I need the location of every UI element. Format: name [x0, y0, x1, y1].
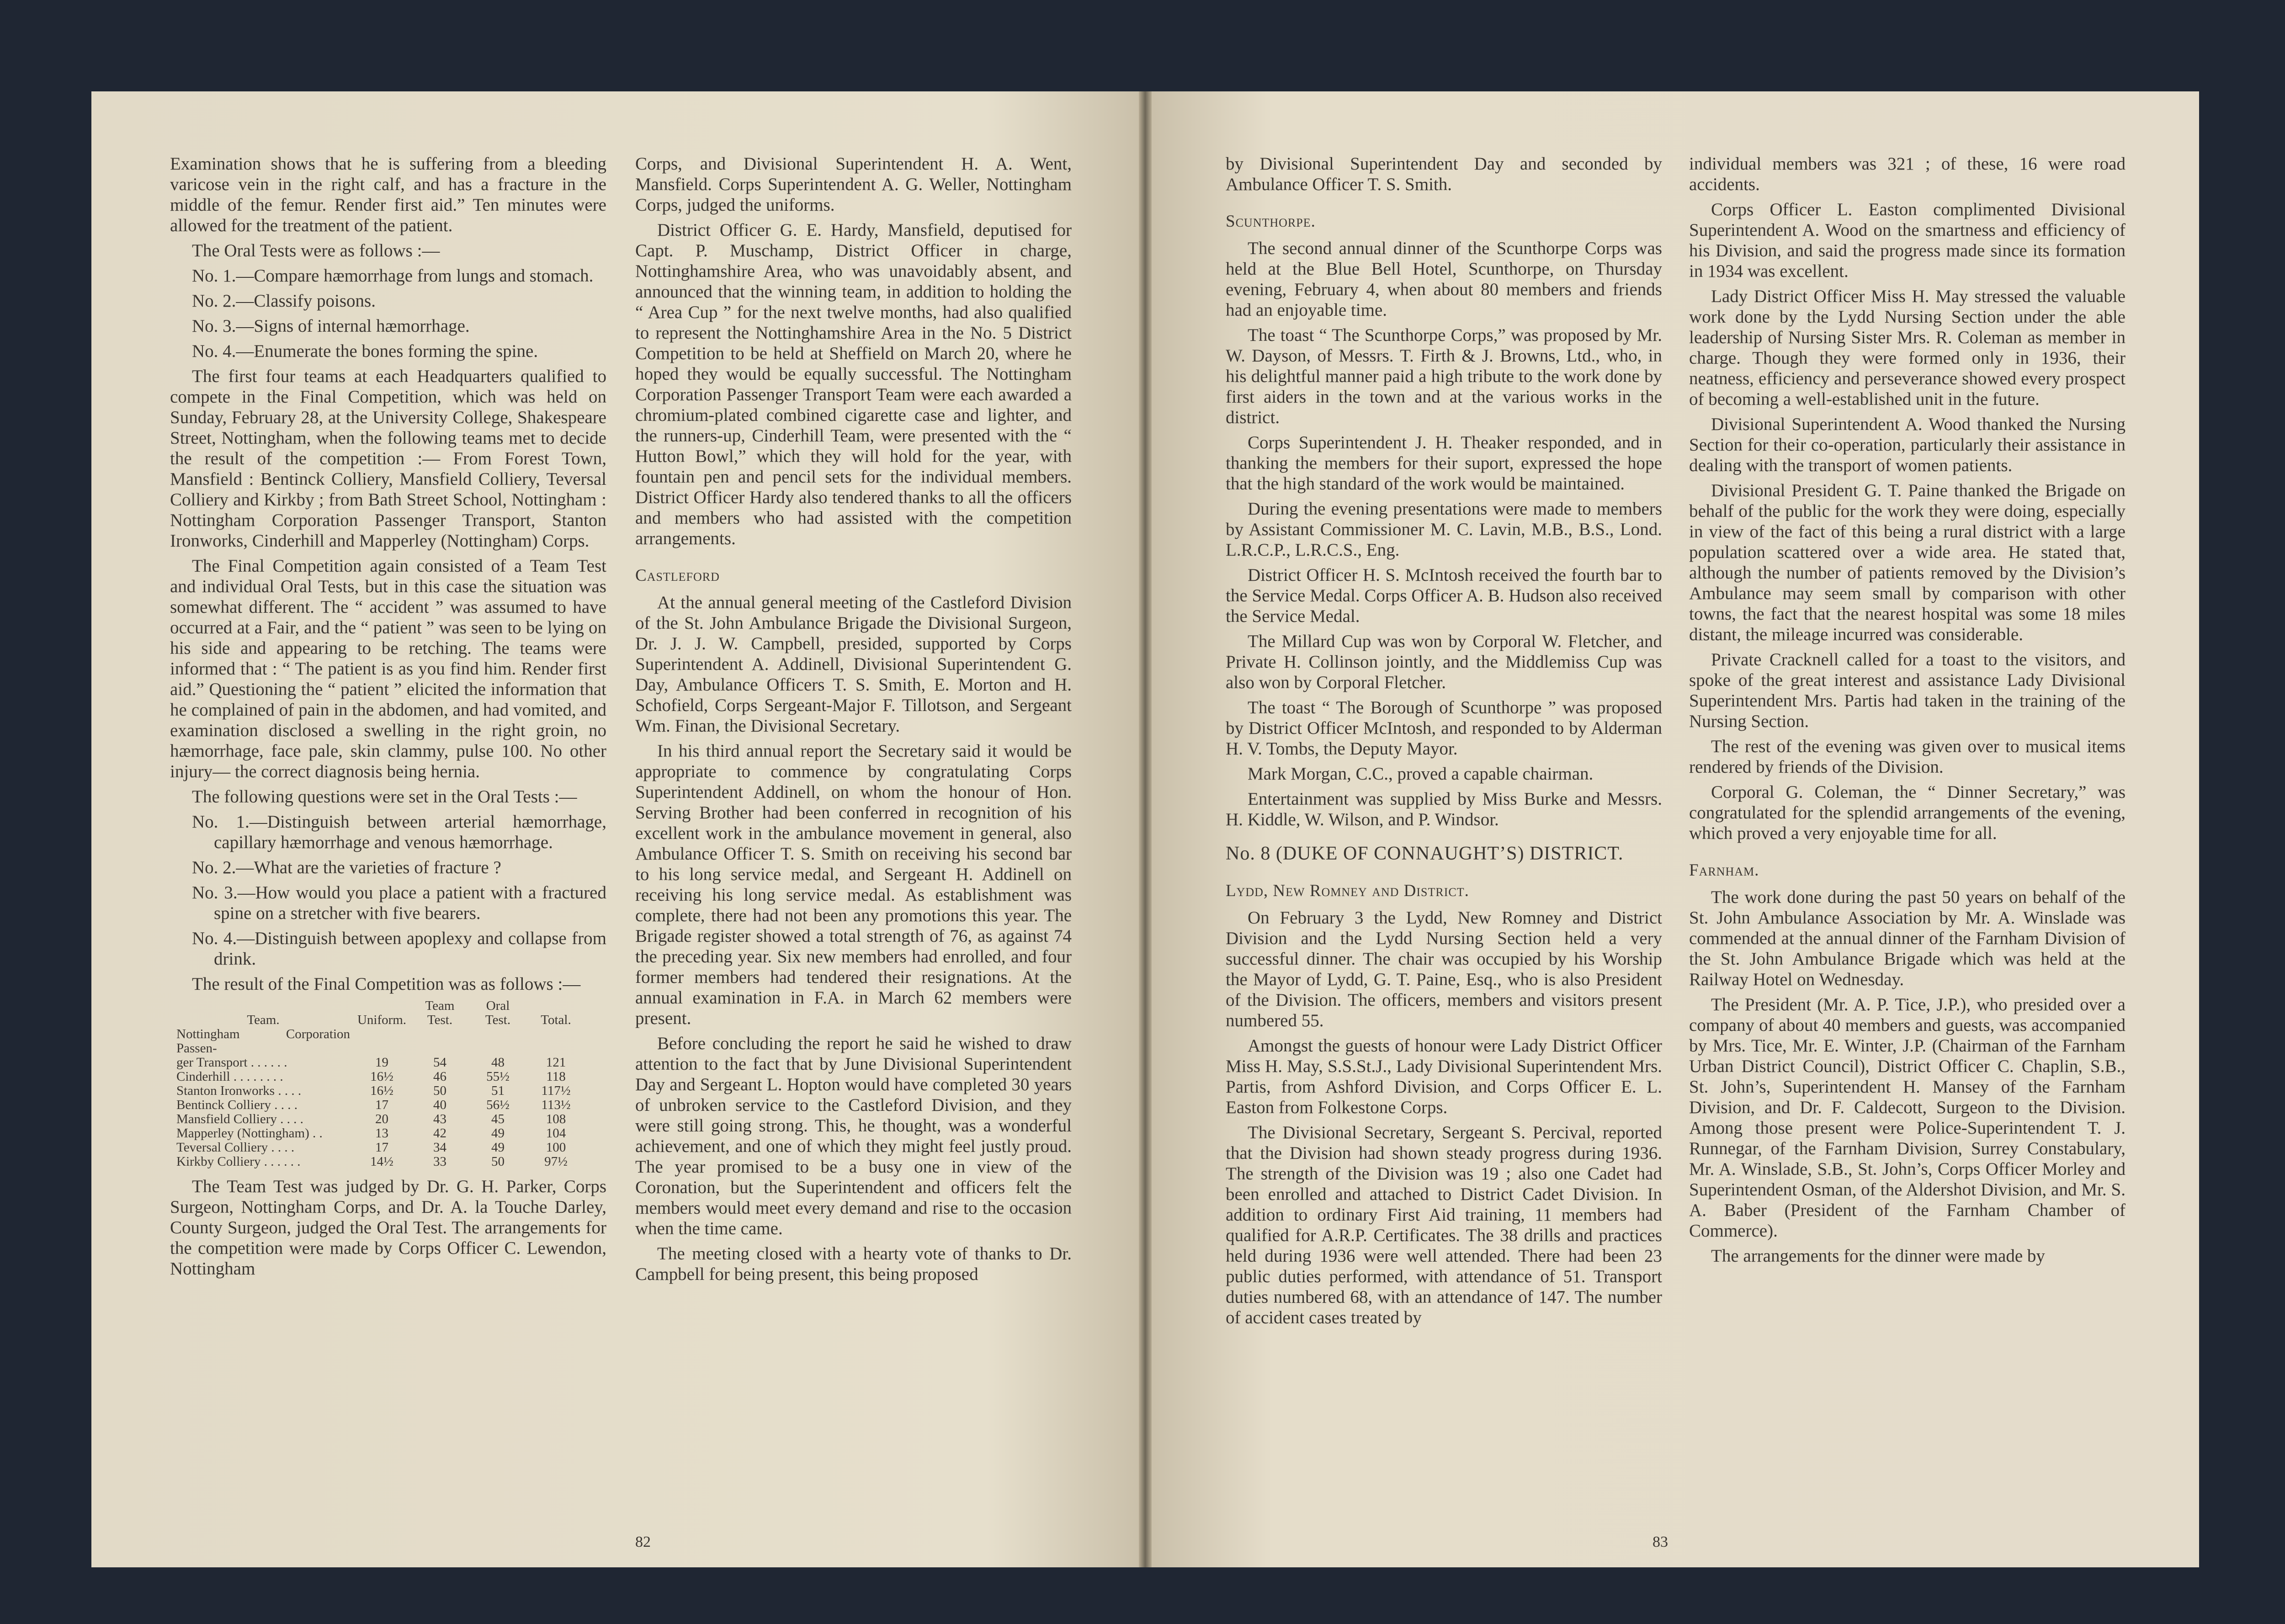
team-test-score: 33 [433, 1154, 446, 1169]
right-page [1145, 91, 2199, 1567]
oral-test-score: 45 [491, 1112, 505, 1126]
left-column-2 [635, 154, 1072, 1289]
table-row [174, 1027, 585, 1056]
oral-question: No. 3.—How would you place a patient with a fractured spine on a stretcher with five bearers. [192, 883, 606, 923]
book-gutter [1139, 91, 1152, 1567]
oral-test-score: 49 [491, 1126, 505, 1141]
paragraph: The work done during the past 50 years on behalf of the St. John Ambulance Association by Mr. A. Winslade was commended at the annual dinner of the Farnham Division of the St. John Ambulance Brigade which was held at the Railway Hotel on Wednesday. [1689, 887, 2126, 989]
paragraph: Corps Officer L. Easton complimented Divisional Superintendent A. Wood on the smartness and efficiency of his Division, and said the progress made since its formation in 1934 was excellent. [1689, 200, 2126, 281]
section-heading: Castleford [635, 566, 720, 585]
paragraph: The Final Competition again consisted of a Team Test and individual Oral Tests, but in this case the situation was somewhat different. The “ accident ” was assumed to have occurred at a Fair, and the “ patient ” was seen to be lying on his side and appearing to be retching. The teams were informed that : “ The patient is as you find him. Render first aid.” Questioning the “ patient ” elicited the information that he complained of pain in the abdomen, and had vomited, and examination disclosed a swelling in the right groin, no hæmorrhage, face pale, skin clammy, pulse 100. No other injury— the correct diagnosis being hernia. [170, 556, 606, 781]
paragraph: Divisional Superintendent A. Wood thanked the Nursing Section for their co-operation, particularly their assistance in dealing with the transport of women patients. [1689, 414, 2126, 475]
team-name: Kirkby Colliery . . . . . . [176, 1154, 301, 1169]
right-column-1 [1226, 154, 1662, 1332]
paragraph: Amongst the guests of honour were Lady District Officer Miss H. May, S.S.St.J., Lady Divisional Superintendent Mrs. Partis, from Ashford Division, and Corps Officer E. L. Easton from Folkestone Corps. [1226, 1036, 1662, 1117]
total-score: 108 [546, 1112, 566, 1126]
oral-test-score: 48 [491, 1055, 505, 1070]
paragraph: In his third annual report the Secretary said it would be appropriate to commence by congratulating Corps Superintendent Addinell, on whom the honour of Hon. Serving Brother had been conferred in recognition of his excellent work in the ambulance movement in general, also Ambulance Officer T. S. Smith on receiving his second bar to his long service medal, and Sergeant H. Addinell on receiving his long service medal. As establishment was complete, there had not been any promotions this year. The Brigade register showed a total strength of 76, as against 74 the preceding year. Six new members had enrolled, and four former members had tendered their resignations. At the annual examination in F.A. in March 62 members were present. [635, 741, 1072, 1028]
left-page [91, 91, 1145, 1567]
paragraph: The toast “ The Scunthorpe Corps,” was proposed by Mr. W. Dayson, of Messrs. T. Firth & J. Browns, Ltd., who, in his delightful manner paid a high tribute to the work done by first aiders in the town and at the various works in the district. [1226, 325, 1662, 427]
uniform-score: 16½ [370, 1083, 393, 1098]
oral-test-score: 56½ [486, 1098, 510, 1112]
total-score: 117½ [541, 1083, 571, 1098]
total-score: 97½ [544, 1154, 568, 1169]
paragraph: District Officer G. E. Hardy, Mansfield, deputised for Capt. P. Muschamp, District Officer in charge, Nottinghamshire Area, who was unavoidably absent, and announced that the winning team, in addition to holding the “ Area Cup ” for the next twelve months, had also qualified to represent the Nottinghamshire Area in the No. 5 District Competition to be held at Sheffield on March 20, where he hoped they would be equally successful. The Nottingham Corporation Passenger Transport Team were each awarded a chromium-plated combined cigarette case and lighter, and the runners-up, Cinderhill Team, were presented with the “ Hutton Bowl,” which they will hold for the year, with fountain pen and pencil sets for the individual members. District Officer Hardy also tendered thanks to all the officers and members who had assisted with the competition arrangements. [635, 220, 1072, 548]
paragraph: The following questions were set in the Oral Tests :— [192, 787, 577, 807]
page-number: 83 [1653, 1534, 1668, 1550]
team-test-score: 54 [433, 1055, 446, 1070]
uniform-score: 13 [375, 1126, 388, 1141]
team-name: Teversal Colliery . . . . [176, 1140, 295, 1155]
oral-question: No. 1.—Compare hæmorrhage from lungs and stomach. [192, 266, 594, 286]
team-test-score: 40 [433, 1098, 446, 1112]
paragraph: Private Cracknell called for a toast to the visitors, and spoke of the great interest and assistance Lady Divisional Superintendent Mrs. Partis had taken in the training of the Nursing Section. [1689, 650, 2126, 731]
paragraph: The meeting closed with a hearty vote of thanks to Dr. Campbell for being present, this being proposed [635, 1244, 1072, 1284]
district-heading: No. 8 (DUKE OF CONNAUGHT’S) DISTRICT. [1226, 843, 1624, 864]
paragraph: The second annual dinner of the Scunthorpe Corps was held at the Blue Bell Hotel, Scunthorpe, on Thursday evening, February 4, when about 80 members and friends had an enjoyable time. [1226, 239, 1662, 320]
header-uniform: Uniform. [357, 1013, 407, 1027]
team-test-score [411, 1027, 469, 1056]
paragraph: The President (Mr. A. P. Tice, J.P.), who presided over a company of about 40 members and guests, was accompanied by Mrs. Tice, Mr. E. Winter, J.P. (Chairman of the Farnham Urban District Council), District Officer C. Chaplin, S.B., St. John’s, Superintendent H. Mansey of the Farnham Division, and Dr. F. Caldecott, Surgeon to the Division. Among those present were Police-Superintendent T. J. Runnegar, of the Farnham Division, Surrey Constabulary, Mr. A. Winslade, S.B., St. John’s, Corps Officer Morley and Superintendent Osman, of the Aldershot Division, and Mr. S. A. Baber (President of the Farnham Chamber of Commerce). [1689, 995, 2126, 1241]
team-name: ger Transport . . . . . . [176, 1055, 287, 1070]
paragraph: On February 3 the Lydd, New Romney and District Division and the Lydd Nursing Section held a very successful dinner. The chair was occupied by his Worship the Mayor of Lydd, G. T. Paine, Esq., who is also President of the Division. The officers, members and visitors present numbered 55. [1226, 908, 1662, 1030]
header-test: Test. [485, 1013, 511, 1027]
paragraph: Entertainment was supplied by Miss Burke and Messrs. H. Kiddle, W. Wilson, and P. Windsor. [1226, 789, 1662, 829]
uniform-score: 14½ [370, 1154, 393, 1169]
paragraph: individual members was 321 ; of these, 16 were road accidents. [1689, 154, 2126, 194]
oral-test-score: 51 [491, 1083, 505, 1098]
uniform-score: 17 [375, 1098, 388, 1112]
magazine-spread [91, 91, 2199, 1567]
paragraph: The Team Test was judged by Dr. G. H. Parker, Corps Surgeon, Nottingham Corps, and Dr. A. la Touche Darley, County Surgeon, judged the Oral Test. The arrangements for the competition were made by Corps Officer C. Lewendon, Nottingham [170, 1177, 606, 1279]
team-name: Bentinck Colliery . . . . [176, 1098, 298, 1112]
team-test-score: 50 [433, 1083, 446, 1098]
header-test: Test. [427, 1013, 453, 1027]
team-name: Nottingham Corporation Passen- [176, 1027, 350, 1056]
oral-question: No. 4.—Distinguish between apoplexy and collapse from drink. [192, 929, 606, 969]
paragraph: The first four teams at each Headquarters qualified to compete in the Final Competition, which was held on Sunday, February 28, at the University College, Shakespeare Street, Nottingham, when the following teams met to decide the result of the competition :— From Forest Town, Mansfield : Bentinck Colliery, Mansfield Colliery, Teversal Colliery and Kirkby ; from Bath Street School, Nottingham : Nottingham Corporation Passenger Transport, Stanton Ironworks, Cinderhill and Mapperley (Nottingham) Corps. [170, 366, 606, 551]
table-header-row [174, 999, 585, 1013]
table-row [174, 1112, 585, 1126]
paragraph: The arrangements for the dinner were made by [1711, 1246, 2045, 1266]
total-score: 100 [546, 1140, 566, 1155]
oral-test-score: 55½ [486, 1069, 510, 1084]
paragraph: Lady District Officer Miss H. May stressed the valuable work done by the Lydd Nursing Section under the able leadership of Nursing Sister Mrs. R. Coleman as member in charge. Though they were formed only in 1936, their neatness, efficiency and perseverance showed every prospect of becoming a well-established unit in the future. [1689, 287, 2126, 409]
table-row [174, 1141, 585, 1155]
team-name: Mansfield Colliery . . . . [176, 1112, 303, 1126]
paragraph: The toast “ The Borough of Scunthorpe ” was proposed by District Officer McIntosh, and responded to by Alderman H. V. Tombs, the Deputy Mayor. [1226, 698, 1662, 759]
oral-test-score: 49 [491, 1140, 505, 1155]
section-heading: Farnham. [1689, 861, 1759, 880]
page-number: 82 [635, 1534, 651, 1550]
header-team-test: Team [425, 998, 455, 1013]
table-row [174, 1126, 585, 1141]
table-header-row [174, 1013, 585, 1027]
team-name: Mapperley (Nottingham) . . [176, 1126, 323, 1141]
header-total: Total. [541, 1013, 571, 1027]
section-heading: Lydd, New Romney and District. [1226, 881, 1469, 900]
paragraph: District Officer H. S. McIntosh received the fourth bar to the Service Medal. Corps Officer A. B. Hudson also received the Service Medal. [1226, 565, 1662, 626]
paragraph: Corps, and Divisional Superintendent H. A. Went, Mansfield. Corps Superintendent A. G. Weller, Nottingham Corps, judged the uniforms. [635, 154, 1072, 215]
paragraph: The Divisional Secretary, Sergeant S. Percival, reported that the Division had shown steady progress during 1936. The strength of the Division was 19 ; also one Cadet had been enrolled and attached to District Cadet Division. In addition to ordinary First Aid training, 11 members had qualified for A.R.P. Certificates. The 38 drills and practices held during 1936 were well attended. There had been 23 public duties performed, with attendance of 51. Transport duties numbered 68, with an attendance of 147. The number of accident cases treated by [1226, 1123, 1662, 1327]
oral-question: No. 3.—Signs of internal hæmorrhage. [192, 316, 470, 336]
total-score: 104 [546, 1126, 566, 1141]
total-score: 121 [546, 1055, 566, 1070]
paragraph: The rest of the evening was given over to musical items rendered by friends of the Division. [1689, 737, 2126, 777]
oral-question: No. 2.—Classify poisons. [192, 291, 376, 311]
team-test-score: 42 [433, 1126, 446, 1141]
paragraph: The Oral Tests were as follows :— [192, 241, 440, 260]
oral-test-score [469, 1027, 527, 1056]
header-team: Team. [247, 1013, 280, 1027]
table-row [174, 1070, 585, 1084]
oral-question: No. 2.—What are the varieties of fracture ? [192, 858, 501, 877]
header-oral-test: Oral [486, 998, 510, 1013]
team-test-score: 46 [433, 1069, 446, 1084]
table-row [174, 1155, 585, 1169]
table-row [174, 1098, 585, 1112]
uniform-score [353, 1027, 411, 1056]
paragraph: by Divisional Superintendent Day and seconded by Ambulance Officer T. S. Smith. [1226, 154, 1662, 194]
paragraph: At the annual general meeting of the Castleford Division of the St. John Ambulance Brigade the Divisional Surgeon, Dr. J. J. W. Campbell, presided, supported by Corps Superintendent A. Addinell, Divisional Superintendent G. Day, Ambulance Officers T. S. Smith, E. Morton and H. Schofield, Corps Sergeant-Major F. Tillotson, and Sergeant Wm. Finan, the Divisional Secretary. [635, 593, 1072, 736]
paragraph: During the evening presentations were made to members by Assistant Commissioner M. C. Lavin, M.B., B.S., Lond. L.R.C.P., L.R.C.S., Eng. [1226, 499, 1662, 560]
team-test-score: 34 [433, 1140, 446, 1155]
team-name: Stanton Ironworks . . . . [176, 1083, 302, 1098]
uniform-score: 16½ [370, 1069, 393, 1084]
oral-test-score: 50 [491, 1154, 505, 1169]
section-heading: Scunthorpe. [1226, 212, 1316, 231]
table-row [174, 1056, 585, 1070]
total-score: 118 [546, 1069, 566, 1084]
uniform-score: 19 [375, 1055, 388, 1070]
paragraph: The result of the Final Competition was as follows :— [192, 974, 581, 994]
paragraph: Examination shows that he is suffering from a bleeding varicose vein in the right calf, and has a fracture in the middle of the femur. Render first aid.” Ten minutes were allowed for the treatment of the patient. [170, 154, 606, 235]
total-score [527, 1027, 585, 1056]
paragraph: Mark Morgan, C.C., proved a capable chairman. [1248, 764, 1594, 784]
results-table [174, 999, 585, 1169]
uniform-score: 20 [375, 1112, 388, 1126]
paragraph: The Millard Cup was won by Corporal W. Fletcher, and Private H. Collinson jointly, and the Middlemiss Cup was also won by Corporal Fletcher. [1226, 632, 1662, 692]
right-column-2 [1689, 154, 2126, 1271]
oral-question: No. 4.—Enumerate the bones forming the spine. [192, 341, 538, 361]
team-name: Cinderhill . . . . . . . . [176, 1069, 283, 1084]
oral-question: No. 1.—Distinguish between arterial hæmorrhage, capillary hæmorrhage and venous hæmorrhage. [192, 812, 606, 852]
uniform-score: 17 [375, 1140, 388, 1155]
paragraph: Corps Superintendent J. H. Theaker responded, and in thanking the members for their suport, expressed the hope that the high standard of the work would be maintained. [1226, 433, 1662, 494]
paragraph: Before concluding the report he said he wished to draw attention to the fact that by June Divisional Superintendent Day and Sergeant L. Hopton would have completed 30 years of unbroken service to the Castleford Division, and they were still going strong. This, he thought, was a wonderful achievement, and one of which they might feel justly proud. The year promised to be a busy one in view of the Coronation, but the Superintendent and officers felt the members would meet every demand and rise to the occasion when the time came. [635, 1034, 1072, 1238]
paragraph: Divisional President G. T. Paine thanked the Brigade on behalf of the public for the work they were doing, especially in view of the fact of this being a rural district with a large population scattered over a wide area. He stated that, although the number of patients removed by the Division’s Ambulance may seem small by comparison with other towns, the fact that the nearest hospital was some 18 miles distant, the mileage incurred was considerable. [1689, 481, 2126, 644]
total-score: 113½ [541, 1098, 571, 1112]
table-row [174, 1084, 585, 1098]
team-test-score: 43 [433, 1112, 446, 1126]
paragraph: Corporal G. Coleman, the “ Dinner Secretary,” was congratulated for the splendid arrangements of the evening, which proved a very enjoyable time for all. [1689, 782, 2126, 843]
left-column-1 [170, 154, 606, 1284]
